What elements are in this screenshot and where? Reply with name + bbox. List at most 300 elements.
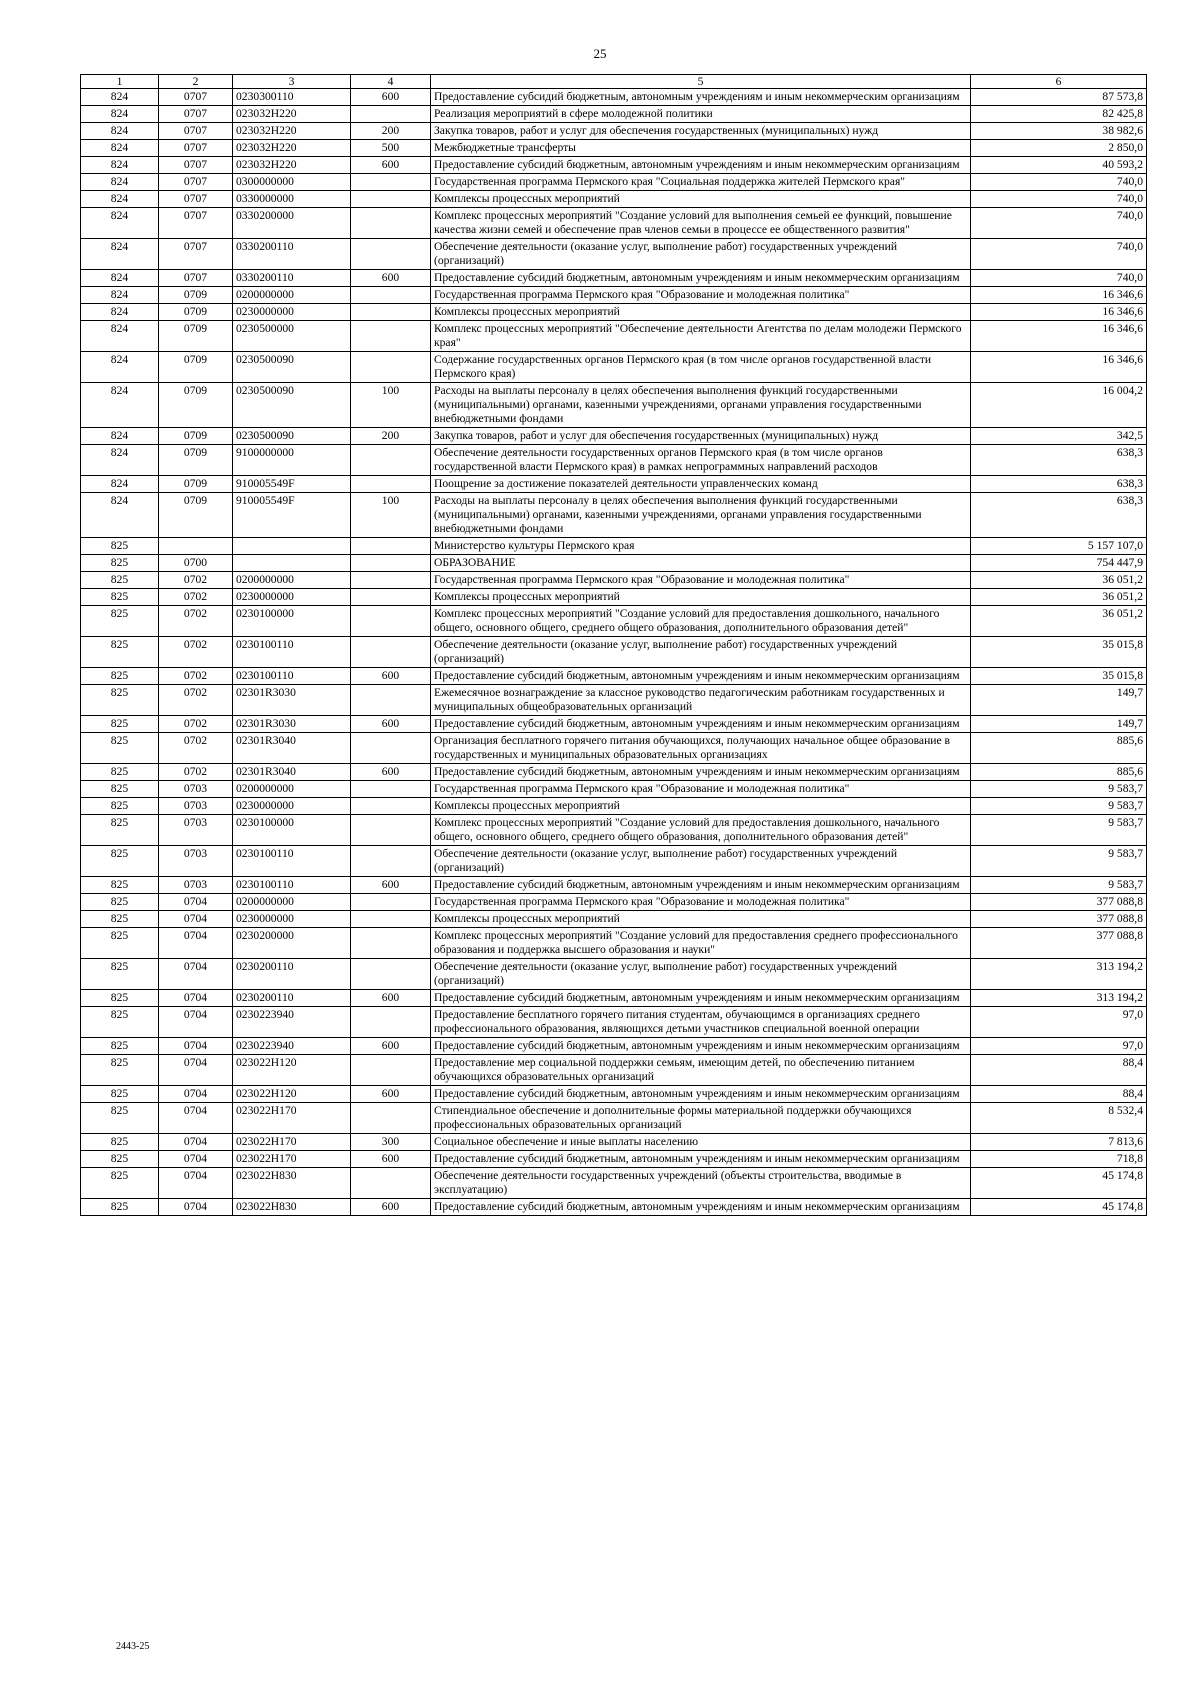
cell-item-name: Комплексы процессных мероприятий: [431, 798, 971, 815]
cell-amount: 36 051,2: [971, 606, 1147, 637]
cell-item-name: Межбюджетные трансферты: [431, 140, 971, 157]
cell-expense-type: 500: [351, 140, 431, 157]
cell-amount: 740,0: [971, 239, 1147, 270]
cell-section-code: 0709: [159, 445, 233, 476]
cell-expense-type: 600: [351, 1038, 431, 1055]
cell-ministry-code: 825: [81, 685, 159, 716]
cell-section-code: 0709: [159, 287, 233, 304]
cell-item-name: Предоставление субсидий бюджетным, автономным учреждениям и иным некоммерческим организациям: [431, 157, 971, 174]
cell-expense-type: [351, 894, 431, 911]
cell-item-name: Комплексы процессных мероприятий: [431, 191, 971, 208]
cell-target-code: 0230200110: [233, 959, 351, 990]
cell-section-code: [159, 538, 233, 555]
cell-section-code: 0703: [159, 877, 233, 894]
cell-target-code: 0230100110: [233, 668, 351, 685]
table-row: [81, 1134, 1147, 1151]
cell-item-name: Обеспечение деятельности (оказание услуг, выполнение работ) государственных учреждений (организаций): [431, 239, 971, 270]
cell-section-code: 0709: [159, 428, 233, 445]
cell-section-code: 0702: [159, 685, 233, 716]
cell-item-name: Организация бесплатного горячего питания обучающихся, получающих начальное общее образование в государственных и муниципальных образовательных организациях: [431, 733, 971, 764]
cell-amount: 9 583,7: [971, 877, 1147, 894]
budget-table-container: [80, 74, 1146, 1216]
cell-target-code: 0330000000: [233, 191, 351, 208]
cell-item-name: Обеспечение деятельности государственных органов Пермского края (в том числе органов государственной власти Пермского края) в рамках непрограммных направлений расходов: [431, 445, 971, 476]
table-row: [81, 1168, 1147, 1199]
cell-section-code: 0704: [159, 990, 233, 1007]
cell-amount: 87 573,8: [971, 89, 1147, 106]
cell-ministry-code: 824: [81, 191, 159, 208]
cell-section-code: 0707: [159, 140, 233, 157]
cell-target-code: 0200000000: [233, 894, 351, 911]
cell-target-code: 0300000000: [233, 174, 351, 191]
cell-item-name: Стипендиальное обеспечение и дополнительные формы материальной поддержки обучающихся профессиональных образовательных организаций: [431, 1103, 971, 1134]
cell-expense-type: [351, 555, 431, 572]
cell-target-code: 023022Н170: [233, 1151, 351, 1168]
cell-item-name: Обеспечение деятельности (оказание услуг, выполнение работ) государственных учреждений (организаций): [431, 637, 971, 668]
cell-amount: 35 015,8: [971, 668, 1147, 685]
cell-section-code: 0704: [159, 1038, 233, 1055]
cell-amount: 638,3: [971, 445, 1147, 476]
cell-section-code: 0709: [159, 493, 233, 538]
cell-target-code: 023022Н830: [233, 1168, 351, 1199]
cell-section-code: 0707: [159, 191, 233, 208]
cell-ministry-code: 825: [81, 911, 159, 928]
cell-ministry-code: 824: [81, 239, 159, 270]
cell-section-code: 0704: [159, 1007, 233, 1038]
cell-item-name: Поощрение за достижение показателей деятельности управленческих команд: [431, 476, 971, 493]
cell-item-name: Комплекс процессных мероприятий "Создание условий для выполнения семьей ее функций, повышение качества жизни семей и обеспечение прав членов семьи в процессе ее общественного развития": [431, 208, 971, 239]
table-row: [81, 1055, 1147, 1086]
cell-section-code: 0700: [159, 555, 233, 572]
cell-item-name: Государственная программа Пермского края "Образование и молодежная политика": [431, 572, 971, 589]
cell-section-code: 0704: [159, 1086, 233, 1103]
cell-ministry-code: 824: [81, 287, 159, 304]
cell-section-code: 0707: [159, 208, 233, 239]
cell-item-name: Предоставление субсидий бюджетным, автономным учреждениям и иным некоммерческим организациям: [431, 1151, 971, 1168]
cell-ministry-code: 825: [81, 733, 159, 764]
cell-section-code: 0702: [159, 589, 233, 606]
cell-item-name: Закупка товаров, работ и услуг для обеспечения государственных (муниципальных) нужд: [431, 123, 971, 140]
table-row: [81, 239, 1147, 270]
cell-section-code: 0702: [159, 733, 233, 764]
cell-amount: 82 425,8: [971, 106, 1147, 123]
cell-ministry-code: 825: [81, 538, 159, 555]
cell-amount: 16 346,6: [971, 304, 1147, 321]
table-row: [81, 894, 1147, 911]
cell-item-name: Социальное обеспечение и иные выплаты населению: [431, 1134, 971, 1151]
cell-section-code: 0702: [159, 668, 233, 685]
cell-amount: 16 346,6: [971, 352, 1147, 383]
cell-section-code: 0707: [159, 174, 233, 191]
cell-amount: 718,8: [971, 1151, 1147, 1168]
table-row: [81, 208, 1147, 239]
cell-amount: 16 346,6: [971, 321, 1147, 352]
cell-section-code: 0709: [159, 304, 233, 321]
cell-ministry-code: 825: [81, 1055, 159, 1086]
cell-amount: 9 583,7: [971, 781, 1147, 798]
cell-amount: 8 532,4: [971, 1103, 1147, 1134]
cell-item-name: Предоставление субсидий бюджетным, автономным учреждениям и иным некоммерческим организациям: [431, 668, 971, 685]
cell-item-name: Расходы на выплаты персоналу в целях обеспечения выполнения функций государственными (муниципальными) органами, казенными учреждениями, органами управления государственными внебюджетными фондами: [431, 383, 971, 428]
cell-expense-type: 600: [351, 764, 431, 781]
cell-ministry-code: 825: [81, 894, 159, 911]
cell-target-code: 0230300110: [233, 89, 351, 106]
cell-item-name: Комплексы процессных мероприятий: [431, 911, 971, 928]
cell-ministry-code: 825: [81, 959, 159, 990]
table-row: [81, 716, 1147, 733]
cell-expense-type: 100: [351, 383, 431, 428]
cell-ministry-code: 824: [81, 174, 159, 191]
cell-ministry-code: 825: [81, 877, 159, 894]
header-row: [81, 75, 1147, 89]
cell-target-code: 0330200110: [233, 270, 351, 287]
cell-item-name: Предоставление мер социальной поддержки семьям, имеющим детей, по обеспечению питанием обучающихся образовательных организаций: [431, 1055, 971, 1086]
cell-target-code: 0200000000: [233, 287, 351, 304]
cell-ministry-code: 824: [81, 208, 159, 239]
table-row: [81, 270, 1147, 287]
cell-ministry-code: 825: [81, 1151, 159, 1168]
table-row: [81, 476, 1147, 493]
cell-amount: 313 194,2: [971, 959, 1147, 990]
cell-expense-type: [351, 191, 431, 208]
cell-ministry-code: 825: [81, 668, 159, 685]
cell-target-code: 023022Н120: [233, 1086, 351, 1103]
cell-expense-type: 200: [351, 123, 431, 140]
cell-item-name: Предоставление бесплатного горячего питания студентам, обучающимся в организациях среднего профессионального образования, являющихся детьми участников специальной военной операции: [431, 1007, 971, 1038]
cell-target-code: 023022Н120: [233, 1055, 351, 1086]
cell-item-name: Комплексы процессных мероприятий: [431, 304, 971, 321]
table-row: [81, 815, 1147, 846]
cell-item-name: Комплекс процессных мероприятий "Обеспечение деятельности Агентства по делам молодежи Пермского края": [431, 321, 971, 352]
cell-item-name: Реализация мероприятий в сфере молодежной политики: [431, 106, 971, 123]
cell-expense-type: [351, 846, 431, 877]
table-row: [81, 1007, 1147, 1038]
cell-amount: 16 004,2: [971, 383, 1147, 428]
table-body: [81, 89, 1147, 1216]
cell-expense-type: [351, 321, 431, 352]
cell-target-code: 0230200000: [233, 928, 351, 959]
cell-ministry-code: 825: [81, 1038, 159, 1055]
cell-section-code: 0707: [159, 157, 233, 174]
cell-expense-type: [351, 174, 431, 191]
cell-amount: 9 583,7: [971, 798, 1147, 815]
table-row: [81, 191, 1147, 208]
cell-ministry-code: 824: [81, 123, 159, 140]
cell-ministry-code: 825: [81, 1168, 159, 1199]
table-row: [81, 89, 1147, 106]
cell-amount: 2 850,0: [971, 140, 1147, 157]
table-row: [81, 428, 1147, 445]
cell-section-code: 0702: [159, 606, 233, 637]
cell-item-name: Обеспечение деятельности государственных учреждений (объекты строительства, вводимые в эксплуатацию): [431, 1168, 971, 1199]
table-row: [81, 383, 1147, 428]
cell-expense-type: [351, 1007, 431, 1038]
cell-amount: 377 088,8: [971, 911, 1147, 928]
cell-amount: 88,4: [971, 1086, 1147, 1103]
cell-target-code: 0230500000: [233, 321, 351, 352]
cell-target-code: 0230000000: [233, 304, 351, 321]
cell-amount: 7 813,6: [971, 1134, 1147, 1151]
page-number: 25: [593, 46, 607, 61]
cell-target-code: 02301R3040: [233, 733, 351, 764]
cell-target-code: 0230000000: [233, 798, 351, 815]
cell-expense-type: [351, 538, 431, 555]
cell-amount: 377 088,8: [971, 894, 1147, 911]
table-row: [81, 287, 1147, 304]
cell-ministry-code: 825: [81, 798, 159, 815]
cell-section-code: 0709: [159, 321, 233, 352]
cell-target-code: 0230223940: [233, 1038, 351, 1055]
table-row: [81, 668, 1147, 685]
header-col-3: 3: [233, 75, 351, 89]
cell-expense-type: [351, 911, 431, 928]
table-row: [81, 589, 1147, 606]
table-row: [81, 781, 1147, 798]
cell-amount: 149,7: [971, 716, 1147, 733]
cell-target-code: 0230500090: [233, 383, 351, 428]
cell-target-code: 0230100110: [233, 877, 351, 894]
cell-section-code: 0707: [159, 89, 233, 106]
cell-target-code: 0230100110: [233, 637, 351, 668]
cell-expense-type: 300: [351, 1134, 431, 1151]
cell-ministry-code: 825: [81, 1103, 159, 1134]
cell-target-code: 023022Н170: [233, 1103, 351, 1134]
cell-expense-type: [351, 781, 431, 798]
cell-expense-type: [351, 959, 431, 990]
cell-target-code: [233, 555, 351, 572]
header-col-6: 6: [971, 75, 1147, 89]
cell-ministry-code: 824: [81, 476, 159, 493]
cell-amount: 5 157 107,0: [971, 538, 1147, 555]
table-row: [81, 1038, 1147, 1055]
cell-expense-type: [351, 1168, 431, 1199]
cell-section-code: 0709: [159, 476, 233, 493]
cell-item-name: Министерство культуры Пермского края: [431, 538, 971, 555]
cell-target-code: 0200000000: [233, 781, 351, 798]
cell-target-code: 0230000000: [233, 911, 351, 928]
cell-section-code: 0702: [159, 637, 233, 668]
cell-section-code: 0704: [159, 1168, 233, 1199]
header-col-4: 4: [351, 75, 431, 89]
cell-item-name: Государственная программа Пермского края "Образование и молодежная политика": [431, 894, 971, 911]
table-row: [81, 304, 1147, 321]
cell-expense-type: 600: [351, 1086, 431, 1103]
cell-expense-type: 200: [351, 428, 431, 445]
cell-target-code: 02301R3030: [233, 685, 351, 716]
table-row: [81, 959, 1147, 990]
cell-target-code: 910005549F: [233, 476, 351, 493]
cell-ministry-code: 824: [81, 157, 159, 174]
cell-amount: 40 593,2: [971, 157, 1147, 174]
cell-target-code: 0230100000: [233, 815, 351, 846]
cell-target-code: 023032Н220: [233, 123, 351, 140]
cell-amount: 754 447,9: [971, 555, 1147, 572]
cell-section-code: 0704: [159, 911, 233, 928]
cell-ministry-code: 825: [81, 555, 159, 572]
cell-amount: 885,6: [971, 764, 1147, 781]
cell-ministry-code: 825: [81, 764, 159, 781]
cell-target-code: 0230500090: [233, 352, 351, 383]
cell-section-code: 0704: [159, 1055, 233, 1086]
cell-item-name: Содержание государственных органов Пермского края (в том числе органов государственной власти Пермского края): [431, 352, 971, 383]
cell-ministry-code: 825: [81, 990, 159, 1007]
cell-section-code: 0703: [159, 781, 233, 798]
header-col-5: 5: [431, 75, 971, 89]
cell-expense-type: [351, 572, 431, 589]
cell-target-code: 0230000000: [233, 589, 351, 606]
cell-ministry-code: 825: [81, 1086, 159, 1103]
cell-section-code: 0703: [159, 798, 233, 815]
cell-expense-type: 600: [351, 668, 431, 685]
cell-item-name: Предоставление субсидий бюджетным, автономным учреждениям и иным некоммерческим организациям: [431, 716, 971, 733]
cell-ministry-code: 824: [81, 493, 159, 538]
cell-expense-type: 600: [351, 270, 431, 287]
cell-section-code: 0704: [159, 928, 233, 959]
cell-amount: 149,7: [971, 685, 1147, 716]
cell-ministry-code: 824: [81, 89, 159, 106]
cell-item-name: Государственная программа Пермского края "Образование и молодежная политика": [431, 287, 971, 304]
cell-section-code: 0707: [159, 270, 233, 287]
cell-amount: 740,0: [971, 208, 1147, 239]
cell-section-code: 0703: [159, 815, 233, 846]
table-row: [81, 538, 1147, 555]
cell-expense-type: [351, 815, 431, 846]
cell-section-code: 0704: [159, 1151, 233, 1168]
cell-ministry-code: 825: [81, 846, 159, 877]
table-row: [81, 493, 1147, 538]
cell-expense-type: [351, 733, 431, 764]
cell-expense-type: [351, 304, 431, 321]
cell-item-name: Закупка товаров, работ и услуг для обеспечения государственных (муниципальных) нужд: [431, 428, 971, 445]
cell-item-name: Предоставление субсидий бюджетным, автономным учреждениям и иным некоммерческим организациям: [431, 270, 971, 287]
table-row: [81, 911, 1147, 928]
cell-amount: 36 051,2: [971, 572, 1147, 589]
cell-amount: 16 346,6: [971, 287, 1147, 304]
cell-target-code: 0230100110: [233, 846, 351, 877]
cell-section-code: 0707: [159, 123, 233, 140]
table-row: [81, 764, 1147, 781]
cell-ministry-code: 824: [81, 304, 159, 321]
cell-section-code: 0704: [159, 894, 233, 911]
cell-amount: 740,0: [971, 191, 1147, 208]
cell-amount: 740,0: [971, 270, 1147, 287]
cell-amount: 36 051,2: [971, 589, 1147, 606]
cell-ministry-code: 825: [81, 572, 159, 589]
cell-amount: 313 194,2: [971, 990, 1147, 1007]
cell-target-code: 02301R3040: [233, 764, 351, 781]
table-row: [81, 321, 1147, 352]
cell-item-name: Ежемесячное вознаграждение за классное руководство педагогическим работникам государственных и муниципальных общеобразовательных организаций: [431, 685, 971, 716]
table-row: [81, 928, 1147, 959]
cell-expense-type: 600: [351, 716, 431, 733]
cell-item-name: Предоставление субсидий бюджетным, автономным учреждениям и иным некоммерческим организациям: [431, 1038, 971, 1055]
cell-item-name: Комплекс процессных мероприятий "Создание условий для предоставления дошкольного, начального общего, основного общего, среднего общего образования, дополнительного образования детей": [431, 815, 971, 846]
cell-amount: 38 982,6: [971, 123, 1147, 140]
cell-amount: 97,0: [971, 1007, 1147, 1038]
table-row: [81, 1103, 1147, 1134]
cell-ministry-code: 824: [81, 140, 159, 157]
cell-ministry-code: 824: [81, 383, 159, 428]
cell-amount: 638,3: [971, 493, 1147, 538]
cell-item-name: Комплекс процессных мероприятий "Создание условий для предоставления среднего профессионального образования и поддержка высшего образования и науки": [431, 928, 971, 959]
cell-target-code: 910005549F: [233, 493, 351, 538]
cell-amount: 740,0: [971, 174, 1147, 191]
cell-expense-type: [351, 476, 431, 493]
cell-expense-type: [351, 352, 431, 383]
cell-item-name: Предоставление субсидий бюджетным, автономным учреждениям и иным некоммерческим организациям: [431, 990, 971, 1007]
table-row: [81, 140, 1147, 157]
document-code: 2443-25: [116, 1641, 150, 1652]
cell-amount: 638,3: [971, 476, 1147, 493]
cell-item-name: Обеспечение деятельности (оказание услуг, выполнение работ) государственных учреждений (организаций): [431, 959, 971, 990]
cell-amount: 885,6: [971, 733, 1147, 764]
cell-item-name: ОБРАЗОВАНИЕ: [431, 555, 971, 572]
cell-section-code: 0704: [159, 1134, 233, 1151]
cell-section-code: 0707: [159, 239, 233, 270]
table-row: [81, 555, 1147, 572]
cell-section-code: 0702: [159, 716, 233, 733]
table-row: [81, 1151, 1147, 1168]
cell-ministry-code: 825: [81, 637, 159, 668]
cell-target-code: 0200000000: [233, 572, 351, 589]
cell-amount: 377 088,8: [971, 928, 1147, 959]
cell-ministry-code: 824: [81, 352, 159, 383]
cell-amount: 97,0: [971, 1038, 1147, 1055]
cell-expense-type: [351, 208, 431, 239]
cell-expense-type: 600: [351, 990, 431, 1007]
table-row: [81, 798, 1147, 815]
cell-target-code: 023032Н220: [233, 157, 351, 174]
cell-item-name: Государственная программа Пермского края "Социальная поддержка жителей Пермского края": [431, 174, 971, 191]
table-row: [81, 990, 1147, 1007]
cell-section-code: 0702: [159, 764, 233, 781]
cell-item-name: Предоставление субсидий бюджетным, автономным учреждениям и иным некоммерческим организациям: [431, 1199, 971, 1216]
table-row: [81, 174, 1147, 191]
cell-section-code: 0704: [159, 1199, 233, 1216]
cell-ministry-code: 824: [81, 445, 159, 476]
cell-expense-type: [351, 239, 431, 270]
table-row: [81, 123, 1147, 140]
cell-expense-type: [351, 1055, 431, 1086]
cell-ministry-code: 825: [81, 589, 159, 606]
cell-amount: 9 583,7: [971, 815, 1147, 846]
cell-expense-type: 600: [351, 157, 431, 174]
cell-item-name: Предоставление субсидий бюджетным, автономным учреждениям и иным некоммерческим организациям: [431, 89, 971, 106]
cell-target-code: 9100000000: [233, 445, 351, 476]
cell-section-code: 0702: [159, 572, 233, 589]
cell-ministry-code: 824: [81, 428, 159, 445]
cell-section-code: 0704: [159, 1103, 233, 1134]
table-row: [81, 733, 1147, 764]
table-row: [81, 637, 1147, 668]
table-row: [81, 877, 1147, 894]
cell-ministry-code: 824: [81, 106, 159, 123]
cell-section-code: 0707: [159, 106, 233, 123]
cell-item-name: Предоставление субсидий бюджетным, автономным учреждениям и иным некоммерческим организациям: [431, 877, 971, 894]
cell-item-name: Обеспечение деятельности (оказание услуг, выполнение работ) государственных учреждений (организаций): [431, 846, 971, 877]
table-row: [81, 445, 1147, 476]
cell-expense-type: [351, 685, 431, 716]
cell-section-code: 0709: [159, 352, 233, 383]
cell-ministry-code: 825: [81, 1199, 159, 1216]
table-row: [81, 685, 1147, 716]
cell-target-code: 02301R3030: [233, 716, 351, 733]
cell-target-code: 0230200110: [233, 990, 351, 1007]
cell-item-name: Предоставление субсидий бюджетным, автономным учреждениям и иным некоммерческим организациям: [431, 764, 971, 781]
cell-ministry-code: 825: [81, 716, 159, 733]
cell-expense-type: [351, 445, 431, 476]
table-row: [81, 846, 1147, 877]
